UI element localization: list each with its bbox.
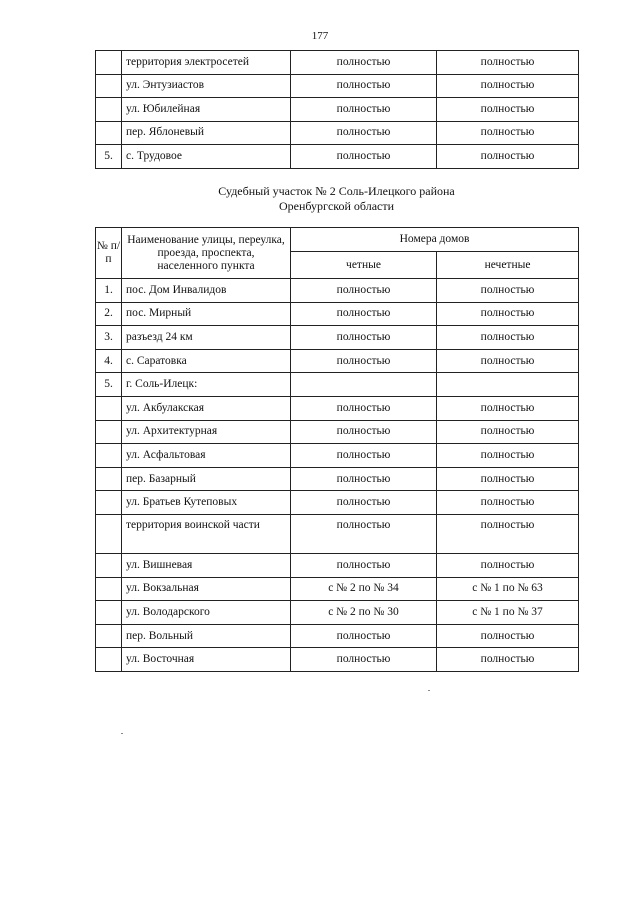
row-number: 3. <box>96 326 122 350</box>
odd-houses: полностью <box>437 396 579 420</box>
street-name: с. Трудовое <box>122 145 291 169</box>
odd-houses: с № 1 по № 63 <box>437 577 579 601</box>
table-row <box>96 121 579 145</box>
street-name: разъезд 24 км <box>122 326 291 350</box>
row-number: 4. <box>96 349 122 373</box>
odd-houses: полностью <box>437 326 579 350</box>
odd-houses: полностью <box>437 467 579 491</box>
table-row <box>96 74 579 98</box>
street-name: с. Саратовка <box>122 349 291 373</box>
table-row <box>96 420 579 444</box>
even-houses: полностью <box>291 624 437 648</box>
even-houses: полностью <box>291 121 437 145</box>
even-houses: полностью <box>291 491 437 515</box>
odd-houses: полностью <box>437 349 579 373</box>
table-row <box>96 279 579 303</box>
row-number <box>96 648 122 672</box>
even-houses: полностью <box>291 302 437 326</box>
street-name: пос. Мирный <box>122 302 291 326</box>
header-number: № п/п <box>96 228 122 279</box>
street-name: пер. Базарный <box>122 467 291 491</box>
odd-houses: полностью <box>437 491 579 515</box>
even-houses: полностью <box>291 553 437 577</box>
scan-speck <box>428 690 430 691</box>
street-name: г. Соль-Илецк: <box>122 373 291 397</box>
even-houses: полностью <box>291 326 437 350</box>
row-number <box>96 624 122 648</box>
row-number: 1. <box>96 279 122 303</box>
street-name: ул. Вишневая <box>122 553 291 577</box>
even-houses: полностью <box>291 444 437 468</box>
row-number <box>96 98 122 122</box>
even-houses: полностью <box>291 467 437 491</box>
odd-houses: полностью <box>437 553 579 577</box>
section-title-line2: Оренбургской области <box>278 199 395 213</box>
street-name: ул. Вокзальная <box>122 577 291 601</box>
header-even: четные <box>291 252 437 279</box>
table-row <box>96 577 579 601</box>
table-row <box>96 601 579 625</box>
even-houses: с № 2 по № 34 <box>291 577 437 601</box>
odd-houses <box>437 373 579 397</box>
even-houses: полностью <box>291 74 437 98</box>
row-number <box>96 491 122 515</box>
table-row <box>96 553 579 577</box>
street-name: ул. Юбилейная <box>122 98 291 122</box>
even-houses: полностью <box>291 349 437 373</box>
header-odd: нечетные <box>437 252 579 279</box>
table-row <box>96 648 579 672</box>
street-name: территория воинской части <box>122 514 291 553</box>
addresses-table-continued <box>95 50 579 169</box>
street-name: ул. Братьев Кутеповых <box>122 491 291 515</box>
even-houses: с № 2 по № 30 <box>291 601 437 625</box>
table-row <box>96 326 579 350</box>
court-district-2-table <box>95 227 579 672</box>
even-houses: полностью <box>291 396 437 420</box>
header-street-name: Наименование улицы, переулка, проезда, проспекта, населенного пункта <box>122 228 291 279</box>
table1-body <box>96 51 579 169</box>
odd-houses: полностью <box>437 279 579 303</box>
table-row <box>96 396 579 420</box>
row-number: 5. <box>96 145 122 169</box>
even-houses: полностью <box>291 514 437 553</box>
even-houses: полностью <box>291 98 437 122</box>
odd-houses: полностью <box>437 302 579 326</box>
odd-houses: полностью <box>437 121 579 145</box>
odd-houses: полностью <box>437 98 579 122</box>
row-number <box>96 514 122 553</box>
table-row <box>96 514 579 553</box>
even-houses: полностью <box>291 648 437 672</box>
table-row <box>96 491 579 515</box>
row-number: 5. <box>96 373 122 397</box>
street-name: пер. Яблоневый <box>122 121 291 145</box>
table-row <box>96 145 579 169</box>
row-number <box>96 553 122 577</box>
even-houses: полностью <box>291 145 437 169</box>
odd-houses: полностью <box>437 624 579 648</box>
street-name: пер. Вольный <box>122 624 291 648</box>
page-number: 177 <box>311 30 329 42</box>
even-houses: полностью <box>291 420 437 444</box>
street-name: пос. Дом Инвалидов <box>122 279 291 303</box>
table-row <box>96 373 579 397</box>
section-title <box>95 184 578 214</box>
row-number <box>96 51 122 75</box>
section-title-line1: Судебный участок № 2 Соль-Илецкого района <box>218 184 455 198</box>
street-name: ул. Восточная <box>122 648 291 672</box>
odd-houses: полностью <box>437 145 579 169</box>
odd-houses: полностью <box>437 51 579 75</box>
street-name: ул. Акбулакская <box>122 396 291 420</box>
row-number <box>96 396 122 420</box>
street-name: территория электросетей <box>122 51 291 75</box>
row-number <box>96 467 122 491</box>
table-row <box>96 624 579 648</box>
row-number: 2. <box>96 302 122 326</box>
table-row <box>96 444 579 468</box>
odd-houses: полностью <box>437 444 579 468</box>
header-house-numbers: Номера домов <box>291 228 579 252</box>
odd-houses: полностью <box>437 74 579 98</box>
street-name: ул. Володарского <box>122 601 291 625</box>
row-number <box>96 601 122 625</box>
street-name: ул. Асфальтовая <box>122 444 291 468</box>
row-number <box>96 74 122 98</box>
table-row <box>96 98 579 122</box>
odd-houses: с № 1 по № 37 <box>437 601 579 625</box>
odd-houses: полностью <box>437 514 579 553</box>
row-number <box>96 121 122 145</box>
even-houses: полностью <box>291 51 437 75</box>
scan-speck <box>121 733 123 734</box>
row-number <box>96 577 122 601</box>
row-number <box>96 444 122 468</box>
even-houses <box>291 373 437 397</box>
odd-houses: полностью <box>437 420 579 444</box>
table-row <box>96 467 579 491</box>
table-row <box>96 349 579 373</box>
table2-body <box>96 279 579 672</box>
odd-houses: полностью <box>437 648 579 672</box>
street-name: ул. Архитектурная <box>122 420 291 444</box>
street-name: ул. Энтузиастов <box>122 74 291 98</box>
table-row <box>96 51 579 75</box>
table-row <box>96 302 579 326</box>
row-number <box>96 420 122 444</box>
even-houses: полностью <box>291 279 437 303</box>
